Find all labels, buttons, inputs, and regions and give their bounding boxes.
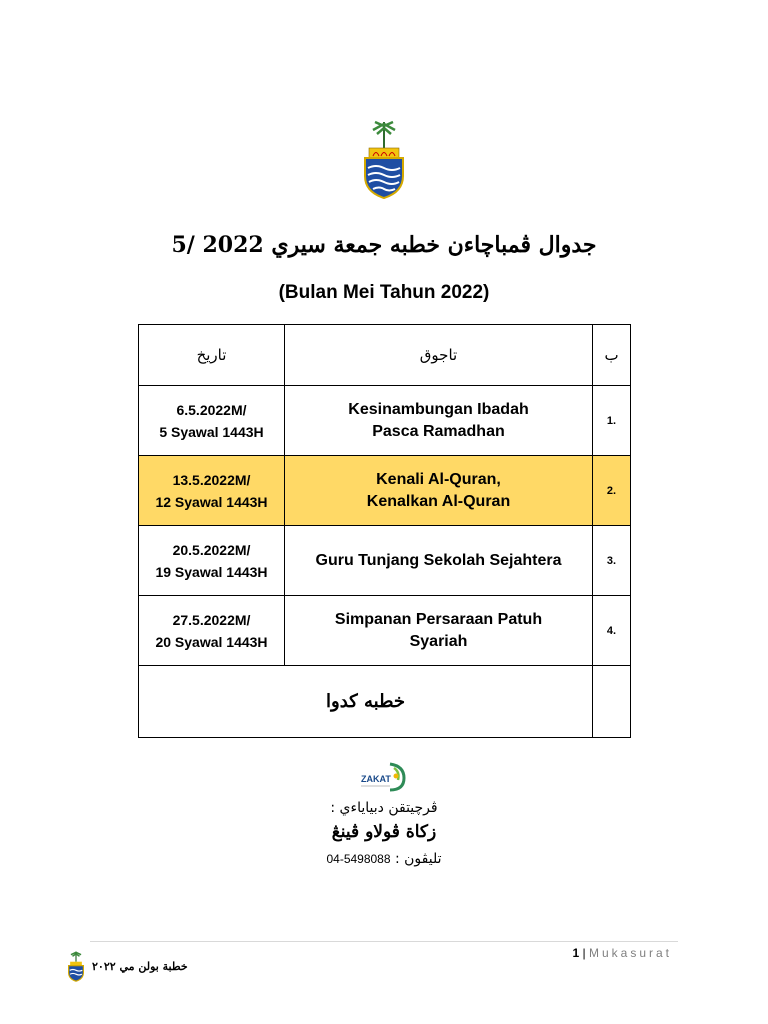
page-title-latin: (Bulan Mei Tahun 2022) — [278, 282, 490, 303]
hijri-date-line: 19 Syawal 1443H — [155, 563, 268, 580]
header-no: ب — [593, 325, 631, 386]
page-number — [572, 946, 672, 960]
topic-line: Kenalkan Al-Quran — [366, 492, 511, 510]
hijri-date-line: 20 Syawal 1443H — [155, 633, 268, 650]
topic-line: Guru Tunjang Sekolah Sejahtera — [315, 551, 562, 569]
table-row — [139, 596, 631, 666]
topic-line: Kesinambungan Ibadah — [348, 400, 529, 418]
empty-number-cell — [593, 666, 631, 738]
header-date: تاريخ — [139, 325, 285, 386]
topic-line: Syariah — [409, 632, 468, 650]
footer-title: خطبة بولن مي ٢٠٢٢ — [92, 960, 188, 973]
table-row — [139, 526, 631, 596]
penang-crest-small-icon — [66, 950, 86, 982]
topic-line: Pasca Ramadhan — [372, 422, 505, 440]
phone-label: تليڤون : — [394, 851, 442, 867]
date-cell — [139, 456, 285, 526]
page-word: Mukasurat — [588, 946, 672, 960]
page-separator: | — [582, 946, 586, 960]
footer-divider — [90, 941, 678, 942]
page-title-arabic — [0, 232, 768, 258]
topic-cell — [285, 456, 593, 526]
topic-cell — [285, 596, 593, 666]
date-line: 27.5.2022M/ — [172, 611, 251, 628]
zakat-logo-text: ZAKAT — [361, 774, 391, 784]
topic-cell — [285, 386, 593, 456]
number-cell: 2. — [593, 456, 631, 526]
zakat-logo-icon — [360, 760, 410, 796]
table-row — [139, 386, 631, 456]
date-cell — [139, 596, 285, 666]
header-topic: تاجوق — [285, 325, 593, 386]
second-khutbah-row — [139, 666, 631, 738]
phone-line — [0, 851, 768, 867]
date-line: 20.5.2022M/ — [172, 541, 251, 558]
hijri-date-line: 12 Syawal 1443H — [155, 493, 268, 510]
number-cell: 3. — [593, 526, 631, 596]
table-header-row — [139, 325, 631, 386]
hijri-date-line: 5 Syawal 1443H — [159, 423, 264, 440]
page-number-value: 1 — [572, 946, 580, 960]
organization-name: زكاة ڤولاو ڤينڠ — [331, 822, 437, 842]
date-line: 6.5.2022M/ — [176, 401, 247, 418]
number-cell: 4. — [593, 596, 631, 666]
title-arabic-text: جدوال ڤمباچاءن خطبه جمعة سيري — [271, 232, 597, 258]
phone-number: 04-5498088 — [326, 852, 391, 866]
date-line: 13.5.2022M/ — [172, 471, 251, 488]
schedule-table — [138, 324, 631, 738]
topic-line: Kenali Al-Quran, — [376, 470, 501, 488]
topic-cell — [285, 526, 593, 596]
prepared-by-label: ڤرچيتقن دبياياءي : — [330, 800, 438, 816]
date-cell — [139, 386, 285, 456]
table-row-highlighted — [139, 456, 631, 526]
second-khutbah-cell: خطبه كدوا — [139, 666, 593, 738]
number-cell: 1. — [593, 386, 631, 456]
title-number: 5/ 2022 — [171, 232, 264, 258]
date-cell — [139, 526, 285, 596]
penang-crest-icon — [359, 118, 409, 200]
topic-line: Simpanan Persaraan Patuh — [334, 610, 543, 628]
